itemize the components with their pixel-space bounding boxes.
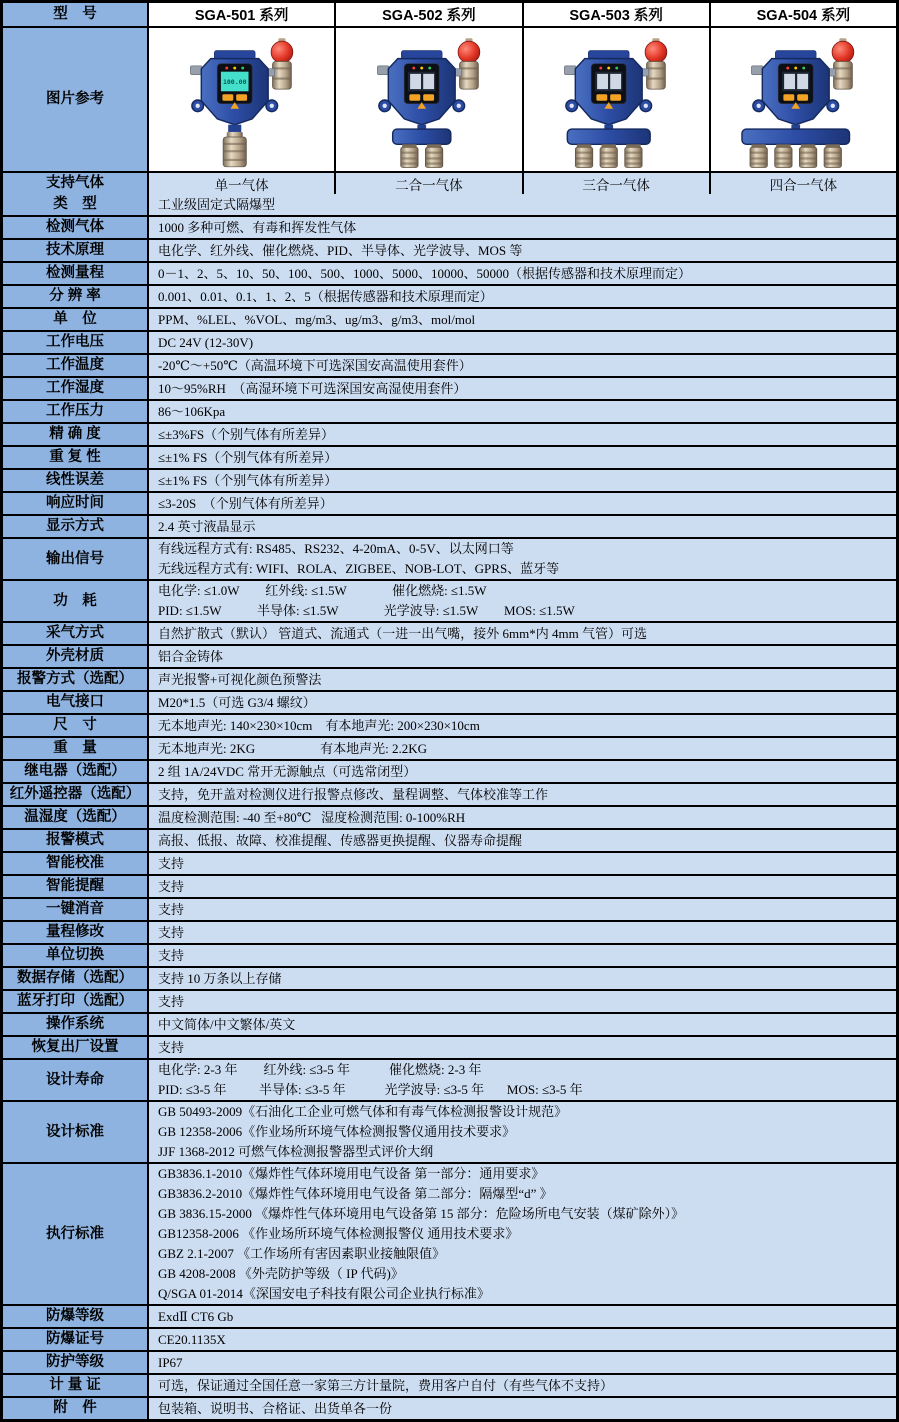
spec-row-value bbox=[149, 263, 896, 284]
spec-row-value bbox=[149, 830, 896, 851]
spec-line: 支持，免开盖对检测仪进行报警点修改、量程调整、气体校准等工作 bbox=[158, 786, 549, 802]
spec-line: DC 24V (12-30V) bbox=[158, 334, 254, 350]
sensor-probe bbox=[223, 131, 246, 166]
spec-line: 2 组 1A/24VDC 常开无源触点（可选常闭型） bbox=[158, 763, 417, 779]
spec-line: M20*1.5（可选 G3/4 螺纹） bbox=[158, 694, 316, 710]
spec-line: ≤±1% FS（个别气体有所差异） bbox=[158, 472, 338, 488]
spec-row-label: 类 型 bbox=[3, 194, 149, 215]
spec-row bbox=[3, 805, 896, 828]
product-image-cell bbox=[149, 28, 336, 171]
spec-row bbox=[3, 330, 896, 353]
spec-line: GB3836.2-2010《爆炸性气体环境用电气设备 第二部分：隔爆型“d” 》 bbox=[158, 1186, 553, 1201]
spec-line: 自然扩散式（默认） 管道式、流通式（一进一出气嘴，接外 6mm*内 4mm 气管）可选 bbox=[158, 625, 647, 641]
product-image-cell bbox=[711, 28, 896, 171]
spec-row-label: 防爆证号 bbox=[3, 1329, 149, 1350]
sensor-probe bbox=[800, 144, 817, 167]
spec-row-value bbox=[149, 539, 896, 579]
spec-row-value bbox=[149, 991, 896, 1012]
spec-row bbox=[3, 194, 896, 215]
spec-row-value bbox=[149, 968, 896, 989]
spec-row-value bbox=[149, 1329, 896, 1350]
spec-line: 可选，保证通过全国任意一家第三方计量院，费用客户自付（有些气体不支持） bbox=[158, 1377, 614, 1393]
spec-row-label: 恢复出厂设置 bbox=[3, 1037, 149, 1058]
spec-row-label: 设计标准 bbox=[3, 1102, 149, 1162]
spec-row-label: 附 件 bbox=[3, 1398, 149, 1419]
spec-row-value bbox=[149, 1398, 896, 1419]
spec-row-value bbox=[149, 1375, 896, 1396]
spec-row-label: 单 位 bbox=[3, 309, 149, 330]
spec-row-label: 继电器（选配） bbox=[3, 761, 149, 782]
gas-detector-illustration bbox=[715, 31, 891, 169]
spec-line: 无线远程方式有: WIFI、ROLA、ZIGBEE、NOB-LOT、GPRS、蓝牙等 bbox=[158, 561, 560, 576]
model-header-sga-501: SGA-501 系列 bbox=[149, 3, 336, 26]
spec-row-value bbox=[149, 424, 896, 445]
spec-row bbox=[3, 736, 896, 759]
product-image-cell bbox=[524, 28, 711, 171]
spec-row bbox=[3, 759, 896, 782]
spec-row-value bbox=[149, 240, 896, 261]
spec-row-label: 操作系统 bbox=[3, 1014, 149, 1035]
spec-line: 电化学、红外线、催化燃烧、PID、半导体、光学波导、MOS 等 bbox=[158, 242, 523, 258]
spec-row-label: 输出信号 bbox=[3, 539, 149, 579]
spec-line: 铝合金铸体 bbox=[158, 648, 224, 664]
spec-row bbox=[3, 1100, 896, 1162]
spec-row bbox=[3, 644, 896, 667]
spec-row-value bbox=[149, 1102, 896, 1162]
spec-line: GB 12358-2006《作业场所环境气体检测报警仪通用技术要求》 bbox=[158, 1124, 516, 1139]
spec-row-value bbox=[149, 194, 896, 215]
spec-line: 高报、低报、故障、校准提醒、传感器更换提醒、仪器寿命提醒 bbox=[158, 832, 523, 848]
spec-row bbox=[3, 537, 896, 579]
spec-line: 支持 bbox=[158, 855, 185, 871]
spec-row-label: 采气方式 bbox=[3, 623, 149, 644]
spec-row bbox=[3, 1304, 896, 1327]
spec-row bbox=[3, 238, 896, 261]
spec-row bbox=[3, 943, 896, 966]
spec-row-value bbox=[149, 646, 896, 667]
spec-row-label: 外壳材质 bbox=[3, 646, 149, 667]
spec-row-value bbox=[149, 784, 896, 805]
spec-line: 电化学: ≤1.0W 红外线: ≤1.5W 催化燃烧: ≤1.5W bbox=[158, 583, 487, 598]
model-header-label: 型 号 bbox=[3, 3, 149, 26]
spec-row-value bbox=[149, 738, 896, 759]
spec-row bbox=[3, 1162, 896, 1304]
product-image-cell bbox=[336, 28, 523, 171]
spec-row-label: 重 复 性 bbox=[3, 447, 149, 468]
spec-row-label: 工作压力 bbox=[3, 401, 149, 422]
spec-row-label: 响应时间 bbox=[3, 493, 149, 514]
spec-line: 声光报警+可视化颜色预警法 bbox=[158, 671, 322, 687]
spec-row bbox=[3, 376, 896, 399]
spec-row-label: 线性误差 bbox=[3, 470, 149, 491]
spec-row-label: 防护等级 bbox=[3, 1352, 149, 1373]
spec-row bbox=[3, 851, 896, 874]
spec-row-value bbox=[149, 516, 896, 537]
spec-row bbox=[3, 920, 896, 943]
spec-row bbox=[3, 782, 896, 805]
model-header-sga-503: SGA-503 系列 bbox=[524, 3, 711, 26]
spec-row-value bbox=[149, 945, 896, 966]
spec-row bbox=[3, 491, 896, 514]
spec-row-label: 显示方式 bbox=[3, 516, 149, 537]
spec-row-label: 技术原理 bbox=[3, 240, 149, 261]
spec-line: 支持 bbox=[158, 993, 185, 1009]
spec-line: 10～95%RH （高湿环境下可选深国安高湿使用套件） bbox=[158, 380, 467, 396]
spec-row-value bbox=[149, 493, 896, 514]
spec-row bbox=[3, 1327, 896, 1350]
manifold-bar bbox=[567, 129, 650, 144]
spec-row bbox=[3, 1373, 896, 1396]
spec-line: PID: ≤1.5W 半导体: ≤1.5W 光学波导: ≤1.5W MOS: ≤1.5W bbox=[158, 603, 575, 618]
spec-row bbox=[3, 874, 896, 897]
sensor-probe bbox=[824, 144, 841, 167]
spec-row-label: 执行标准 bbox=[3, 1164, 149, 1304]
spec-line: 包装箱、说明书、合格证、出货单各一份 bbox=[158, 1400, 393, 1416]
spec-row-value bbox=[149, 217, 896, 238]
sensor-probe bbox=[575, 144, 592, 167]
spec-row-value bbox=[149, 332, 896, 353]
spec-row-label: 蓝牙打印（选配） bbox=[3, 991, 149, 1012]
supported-gas-label: 支持气体 bbox=[3, 173, 149, 194]
spec-row-value bbox=[149, 715, 896, 736]
spec-row-value bbox=[149, 853, 896, 874]
device-screen bbox=[217, 63, 252, 108]
spec-row-label: 设计寿命 bbox=[3, 1060, 149, 1100]
spec-row bbox=[3, 989, 896, 1012]
spec-row bbox=[3, 468, 896, 491]
gas-type-cell: 二合一气体 bbox=[336, 173, 523, 194]
manifold-bar bbox=[742, 129, 849, 144]
spec-row-value bbox=[149, 1060, 896, 1100]
spec-line: 1000 多种可燃、有毒和挥发性气体 bbox=[158, 219, 357, 235]
spec-line: 电化学: 2-3 年 红外线: ≤3-5 年 催化燃烧: 2-3 年 bbox=[158, 1062, 482, 1077]
spec-row-label: 量程修改 bbox=[3, 922, 149, 943]
spec-row-value bbox=[149, 692, 896, 713]
spec-line: 支持 bbox=[158, 947, 185, 963]
spec-row-label: 红外遥控器（选配） bbox=[3, 784, 149, 805]
spec-row-value bbox=[149, 355, 896, 376]
spec-row-value bbox=[149, 401, 896, 422]
spec-row-label: 报警模式 bbox=[3, 830, 149, 851]
spec-line: ExdⅡ CT6 Gb bbox=[158, 1308, 234, 1324]
sensor-probe bbox=[425, 144, 442, 167]
spec-row bbox=[3, 828, 896, 851]
spec-row bbox=[3, 621, 896, 644]
spec-row bbox=[3, 690, 896, 713]
model-header-sga-502: SGA-502 系列 bbox=[336, 3, 523, 26]
spec-row-value bbox=[149, 581, 896, 621]
spec-line: ≤3-20S （个别气体有所差异） bbox=[158, 495, 333, 511]
spec-row-label: 工作湿度 bbox=[3, 378, 149, 399]
spec-row-label: 尺 寸 bbox=[3, 715, 149, 736]
spec-line: 2.4 英寸液晶显示 bbox=[158, 518, 256, 534]
spec-line: ≤±1% FS（个别气体有所差异） bbox=[158, 449, 338, 465]
spec-row-value bbox=[149, 447, 896, 468]
spec-row bbox=[3, 1035, 896, 1058]
spec-row-label: 分 辨 率 bbox=[3, 286, 149, 307]
sensor-probe bbox=[600, 144, 617, 167]
spec-row-label: 温湿度（选配） bbox=[3, 807, 149, 828]
spec-row-value bbox=[149, 309, 896, 330]
spec-row bbox=[3, 1396, 896, 1419]
spec-line: 支持 bbox=[158, 878, 185, 894]
spec-row-value bbox=[149, 876, 896, 897]
spec-row bbox=[3, 422, 896, 445]
spec-line: 支持 bbox=[158, 924, 185, 940]
spec-row-value bbox=[149, 286, 896, 307]
spec-row-label: 智能提醒 bbox=[3, 876, 149, 897]
spec-row-label: 功 耗 bbox=[3, 581, 149, 621]
spec-row-label: 电气接口 bbox=[3, 692, 149, 713]
product-image-row-label: 图片参考 bbox=[3, 28, 149, 171]
spec-row bbox=[3, 353, 896, 376]
sensor-probe bbox=[775, 144, 792, 167]
sensor-probe bbox=[401, 144, 418, 167]
spec-line: 0－1、2、5、10、50、100、500、1000、5000、10000、50000（根据传感器和技术原理而定） bbox=[158, 265, 692, 281]
spec-row-value bbox=[149, 1037, 896, 1058]
spec-line: 有线远程方式有: RS485、RS232、4-20mA、0-5V、以太网口等 bbox=[158, 541, 514, 556]
spec-row-value bbox=[149, 1014, 896, 1035]
alarm-beacon-icon bbox=[832, 38, 854, 89]
spec-row bbox=[3, 1350, 896, 1373]
spec-line: -20℃～+50℃（高温环境下可选深国安高温使用套件） bbox=[158, 357, 472, 373]
spec-line: CE20.1135X bbox=[158, 1331, 226, 1347]
model-header-sga-504: SGA-504 系列 bbox=[711, 3, 896, 26]
spec-row-label: 工作温度 bbox=[3, 355, 149, 376]
gas-detector-illustration bbox=[528, 31, 704, 169]
sensor-probe bbox=[750, 144, 767, 167]
spec-line: GB3836.1-2010《爆炸性气体环境用电气设备 第一部分：通用要求》 bbox=[158, 1166, 545, 1181]
gas-type-cell: 四合一气体 bbox=[711, 173, 896, 194]
spec-row bbox=[3, 1012, 896, 1035]
spec-row-label: 重 量 bbox=[3, 738, 149, 759]
model-header-row bbox=[3, 3, 896, 26]
spec-row-label: 报警方式（选配） bbox=[3, 669, 149, 690]
spec-row-label: 智能校准 bbox=[3, 853, 149, 874]
gas-type-cell: 三合一气体 bbox=[524, 173, 711, 194]
spec-row bbox=[3, 445, 896, 468]
spec-row bbox=[3, 284, 896, 307]
supported-gas-row bbox=[3, 171, 896, 194]
spec-row-value bbox=[149, 761, 896, 782]
spec-line: 支持 bbox=[158, 1039, 185, 1055]
spec-line: Q/SGA 01-2014《深国安电子科技有限公司企业执行标准》 bbox=[158, 1286, 490, 1301]
spec-row bbox=[3, 713, 896, 736]
spec-line: PPM、%LEL、%VOL、mg/m3、ug/m3、g/m3、mol/mol bbox=[158, 311, 476, 327]
spec-line: ≤±3%FS（个别气体有所差异） bbox=[158, 426, 335, 442]
spec-line: 86～106Kpa bbox=[158, 403, 226, 419]
spec-row-value bbox=[149, 899, 896, 920]
spec-line: IP67 bbox=[158, 1354, 183, 1370]
device-screen bbox=[779, 63, 814, 108]
spec-row-value bbox=[149, 1306, 896, 1327]
spec-row-label: 工作电压 bbox=[3, 332, 149, 353]
spec-row bbox=[3, 514, 896, 537]
spec-line: 温度检测范围: -40 至+80℃ 湿度检测范围: 0-100%RH bbox=[158, 809, 466, 825]
svg-text:100.00: 100.00 bbox=[222, 77, 247, 86]
spec-row-label: 防爆等级 bbox=[3, 1306, 149, 1327]
spec-line: 中文简体/中文繁体/英文 bbox=[158, 1016, 296, 1032]
spec-line: 无本地声光: 140×230×10cm 有本地声光: 200×230×10cm bbox=[158, 717, 480, 733]
alarm-beacon-icon bbox=[458, 38, 480, 89]
spec-row-label: 数据存储（选配） bbox=[3, 968, 149, 989]
spec-row bbox=[3, 579, 896, 621]
spec-row-label: 一键消音 bbox=[3, 899, 149, 920]
spec-line: 支持 10 万条以上存储 bbox=[158, 970, 282, 986]
sensor-probe bbox=[625, 144, 642, 167]
spec-row bbox=[3, 966, 896, 989]
spec-row-label: 检测量程 bbox=[3, 263, 149, 284]
alarm-beacon-icon bbox=[271, 38, 293, 89]
spec-line: GBZ 2.1-2007 《工作场所有害因素职业接触限值》 bbox=[158, 1246, 446, 1261]
spec-row-label: 检测气体 bbox=[3, 217, 149, 238]
gas-detector-illustration bbox=[154, 31, 330, 169]
spec-line: GB 4208-2008 《外壳防护等级（ IP 代码)》 bbox=[158, 1266, 404, 1281]
manifold-bar bbox=[393, 129, 451, 144]
spec-row bbox=[3, 399, 896, 422]
device-screen bbox=[591, 63, 626, 108]
spec-row bbox=[3, 261, 896, 284]
spec-row-value bbox=[149, 807, 896, 828]
spec-line: GB 3836.15-2000 《爆炸性气体环境用电气设备第 15 部分：危险场所电气安装（煤矿除外）》 bbox=[158, 1206, 685, 1221]
spec-row bbox=[3, 215, 896, 238]
alarm-beacon-icon bbox=[645, 38, 667, 89]
spec-row-value bbox=[149, 669, 896, 690]
spec-line: JJF 1368-2012 可燃气体检测报警器型式评价大纲 bbox=[158, 1144, 434, 1159]
spec-row-value bbox=[149, 378, 896, 399]
spec-row-value bbox=[149, 470, 896, 491]
product-image-row bbox=[3, 26, 896, 171]
device-screen bbox=[404, 63, 439, 108]
spec-row-value bbox=[149, 623, 896, 644]
spec-row-value bbox=[149, 1352, 896, 1373]
spec-line: PID: ≤3-5 年 半导体: ≤3-5 年 光学波导: ≤3-5 年 MOS: ≤3-5 年 bbox=[158, 1082, 583, 1097]
spec-row-label: 计 量 证 bbox=[3, 1375, 149, 1396]
spec-row bbox=[3, 307, 896, 330]
spec-row-value bbox=[149, 1164, 896, 1304]
spec-row-value bbox=[149, 922, 896, 943]
spec-row bbox=[3, 897, 896, 920]
spec-line: GB 50493-2009《石油化工企业可燃气体和有毒气体检测报警设计规范》 bbox=[158, 1104, 568, 1119]
spec-row bbox=[3, 1058, 896, 1100]
spec-row bbox=[3, 667, 896, 690]
spec-line: 支持 bbox=[158, 901, 185, 917]
gas-type-cell: 单一气体 bbox=[149, 173, 336, 194]
spec-line: 0.001、0.01、0.1、1、2、5（根据传感器和技术原理而定） bbox=[158, 288, 493, 304]
spec-row-label: 精 确 度 bbox=[3, 424, 149, 445]
spec-rows-container bbox=[3, 194, 896, 1419]
spec-row-label: 单位切换 bbox=[3, 945, 149, 966]
spec-line: GB12358-2006 《作业场所环境气体检测报警仪 通用技术要求》 bbox=[158, 1226, 519, 1241]
spec-line: 工业级固定式隔爆型 bbox=[158, 196, 276, 212]
gas-detector-illustration bbox=[341, 31, 517, 169]
spec-line: 无本地声光: 2KG 有本地声光: 2.2KG bbox=[158, 740, 428, 756]
